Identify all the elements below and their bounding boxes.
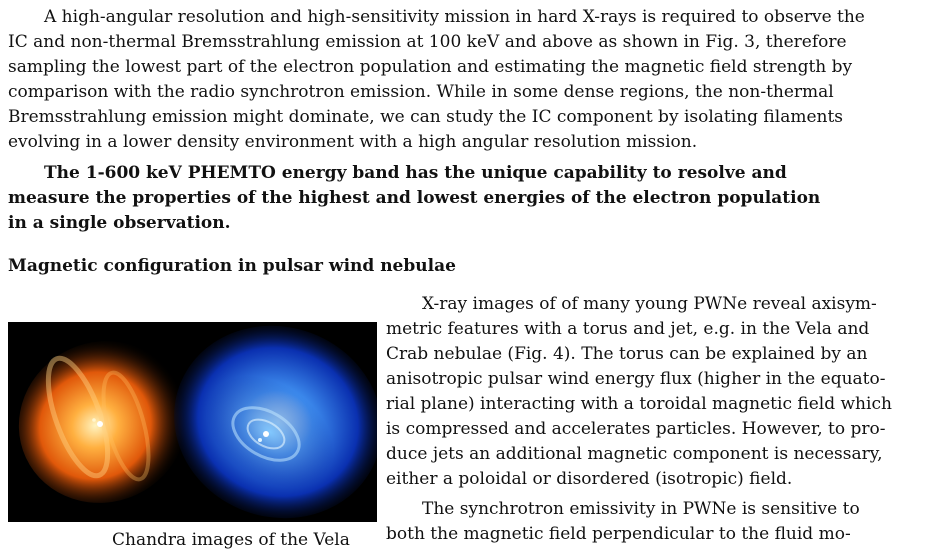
section-heading: Magnetic configuration in pulsar wind nebulae <box>8 256 456 276</box>
paragraph-line: Crab nebulae (Fig. 4). The torus can be explained by an <box>386 344 868 364</box>
paragraph-line: anisotropic pulsar wind energy flux (higher in the equato- <box>386 369 886 389</box>
highlight-line: in a single observation. <box>8 213 231 233</box>
paragraph-line: duce jets an additional magnetic component is necessary, <box>386 444 883 464</box>
paragraph-line: is compressed and accelerates particles. However, to pro- <box>386 419 886 439</box>
paragraph-line: X-ray images of of many young PWNe reveal axisym- <box>422 294 877 314</box>
highlight-line: The 1-600 keV PHEMTO energy band has the unique capability to resolve and <box>44 163 787 183</box>
paragraph-line: The synchrotron emissivity in PWNe is sensitive to <box>422 499 860 519</box>
paragraph-line: sampling the lowest part of the electron population and estimating the magnetic field strength by <box>8 57 853 77</box>
nebula-figure <box>8 322 377 522</box>
highlight-line: measure the properties of the highest and lowest energies of the electron population <box>8 188 821 208</box>
paragraph-line: metric features with a torus and jet, e.g. in the Vela and <box>386 319 870 339</box>
paragraph-line: IC and non-thermal Bremsstrahlung emission at 100 keV and above as shown in Fig. 3, therefore <box>8 32 847 52</box>
paragraph-line: both the magnetic field perpendicular to the fluid mo- <box>386 524 851 544</box>
paragraph-line: A high-angular resolution and high-sensitivity mission in hard X-rays is required to observe the <box>44 7 865 27</box>
paragraph-line: Bremsstrahlung emission might dominate, we can study the IC component by isolating filaments <box>8 107 844 127</box>
paragraph-line: either a poloidal or disordered (isotropic) field. <box>386 469 793 489</box>
figure-caption: Chandra images of the Vela <box>112 530 350 550</box>
paragraph-line: comparison with the radio synchrotron emission. While in some dense regions, the non-thermal <box>8 82 834 102</box>
paragraph-line: evolving in a lower density environment with a high angular resolution mission. <box>8 132 698 152</box>
paragraph-line: rial plane) interacting with a toroidal magnetic field which <box>386 394 892 414</box>
nebula-images <box>8 322 377 522</box>
